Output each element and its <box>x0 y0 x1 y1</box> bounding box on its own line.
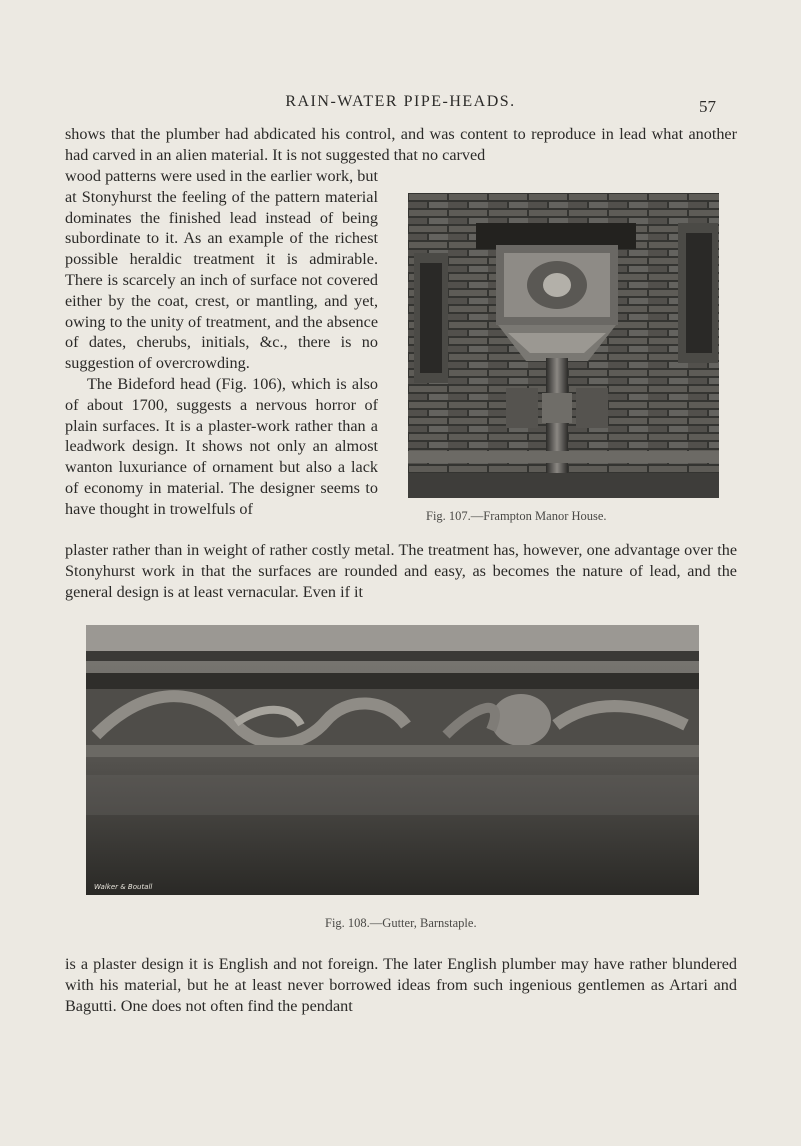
running-head: RAIN-WATER PIPE-HEADS. <box>285 93 516 110</box>
pipe-head-illustration <box>408 193 719 498</box>
paragraph-3: is a plaster design it is English and not foreign. The later English plumber may have rather blundered with his material, but he at least never borrowed ideas from such ingenious gentlemen as Artari and Bagutti. One does not often find the pendant <box>65 955 737 1015</box>
paragraph-2-full: plaster rather than in weight of rather costly metal. The treatment has, however, one advantage over the Stonyhurst work in that the surfaces are rounded and easy, as becomes the nature of lead, and the general design is at least vernacular. Even if it <box>65 541 737 601</box>
figure-108-caption: Fig. 108.—Gutter, Barnstaple. <box>325 916 477 930</box>
paragraph-1-full: shows that the plumber had abdicated his control, and was content to reproduce in lead what another had carved in an alien material. It is not suggested that no carved <box>65 125 737 164</box>
paragraph-2-wrap: The Bideford head (Fig. 106), which is also of about 1700, suggests a nervous horror of plain surfaces. It is a plaster-work rather than a leadwork design. It shows not only an almost wanton luxuriance of ornament but also a lack of economy in material. The designer seems to have thought in trowelfuls of <box>65 375 378 518</box>
gutter-illustration <box>86 625 699 895</box>
figure-107-photo <box>408 193 719 498</box>
figure-108-photo <box>86 625 699 895</box>
page-number: 57 <box>699 97 716 116</box>
figure-107-caption: Fig. 107.—Frampton Manor House. <box>426 509 607 523</box>
paragraph-1-wrap: wood patterns were used in the earlier work, but at Stonyhurst the feeling of the pattern material dominates the finished lead instead of being subordinate to it. As an example of the richest possible heraldic treatment it is admirable. There is scarcely an inch of surface not covered either by the coat, crest, or mantling, and yet, owing to the unity of treatment, and the absence of dates, cherubs, initials, &c., there is no suggestion of overcrowding. <box>65 167 378 373</box>
engraver-credit: Walker & Boutall <box>94 883 153 891</box>
